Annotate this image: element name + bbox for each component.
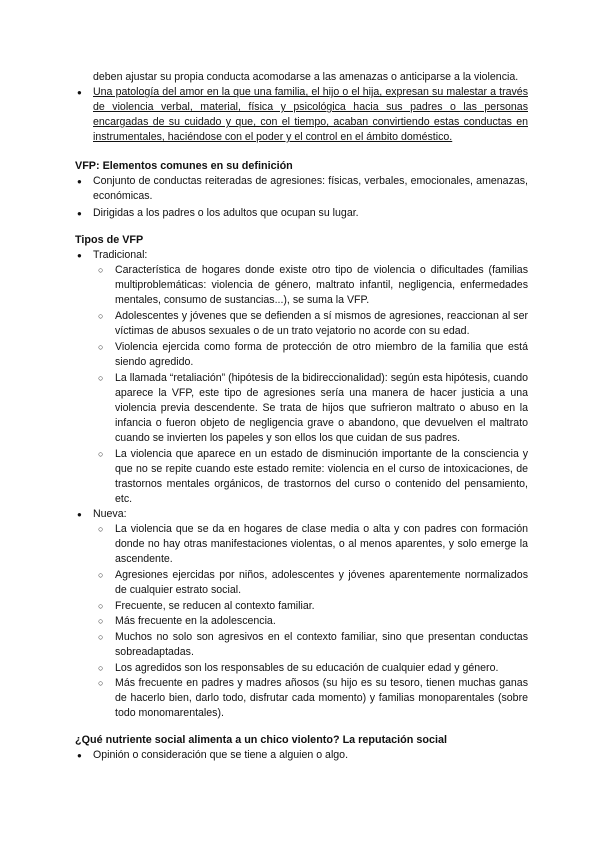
heading-tipos-vfp: Tipos de VFP (75, 234, 144, 246)
sub-list-item: ○ Los agredidos son los responsables de su educación de cualquier edad y género. (75, 661, 528, 676)
sub-list-item: ○ Agresiones ejercidas por niños, adolescentes y jóvenes aparentemente normalizados de cualquier estrato social. (75, 568, 528, 598)
definition-underlined-text: Una patología del amor en la que una familia, el hijo o el hija, expresan su malestar a través de violencia verbal, material, física y psicológica hacia sus padres o las personas encargadas de su cuidado y que, con el tiempo, acaban convirtiendo estas conductas en instrumentales, haciéndose con el poder y el control en el ámbito doméstico. (93, 86, 528, 143)
bullet-tradicional: ● Tradicional: (75, 248, 528, 263)
list-item: ● Opinión o consideración que se tiene a alguien o algo. (75, 748, 528, 763)
sub-list-item: ○ Característica de hogares donde existe otro tipo de violencia o dificultades (familias multiproblemáticas: violencia de género, maltrato infantil, negligencia, enfermedades mentales, consumo de sustancias...), se suma la VFP. (75, 263, 528, 308)
sub-list-item: ○ La llamada “retaliación” (hipótesis de la bidireccionalidad): según esta hipótesis, cuando aparece la VFP, este tipo de agresiones sería una manera de hacer justicia a una violencia previa descendente. Se trata de hijos que sufrieron maltrato o abuso en la infancia o fueron objeto de negligencia grave o abandono, que devuelven el maltrato cuando se invierten los papeles y son ellos los que cuidan de sus padres. (75, 371, 528, 446)
list-item: ● Conjunto de conductas reiteradas de agresiones: físicas, verbales, emocionales, amenazas, económicas. (75, 174, 528, 204)
sub-list-item: ○ Más frecuente en padres y madres añosos (su hijo es su tesoro, tienen muchas ganas de hacerlo bien, darlo todo, disfrutar cada momento) y familias monoparentales (sobre todo monomarentales). (75, 676, 528, 721)
sub-list-item: ○ Más frecuente en la adolescencia. (75, 614, 528, 629)
sub-list-item: ○ Frecuente, se reducen al contexto familiar. (75, 599, 528, 614)
sub-list-item: ○ La violencia que aparece en un estado de disminución importante de la consciencia y que no se repite cuando este estado remite: violencia en el curso de intoxicaciones, de trastornos mentales orgánicos, de trastornos del curso o contenido del pensamiento, etc. (75, 447, 528, 507)
intro-continuation: deben ajustar su propia conducta acomodarse a las amenazas o anticiparse a la violencia. (93, 71, 519, 83)
bullet-nueva: ● Nueva: (75, 507, 528, 522)
bullet-definition (75, 85, 528, 145)
sub-list-item: ○ Adolescentes y jóvenes que se defienden a sí mismos de agresiones, reaccionan al ser víctimas de abusos sexuales o de un trato vejatorio no acorde con su edad. (75, 309, 528, 339)
sub-list-item: ○ Violencia ejercida como forma de protección de otro miembro de la familia que está siendo agredido. (75, 340, 528, 370)
sub-list-item: ○ La violencia que se da en hogares de clase media o alta y con padres con formación donde no hay otras manifestaciones violentas, o al menos aparentes, y solo emerge la ascendente. (75, 522, 528, 567)
heading-nutriente-social: ¿Qué nutriente social alimenta a un chico violento? La reputación social (75, 734, 447, 746)
list-item: ● Dirigidas a los padres o los adultos que ocupan su lugar. (75, 206, 528, 221)
sub-list-item: ○ Muchos no solo son agresivos en el contexto familiar, sino que presentan conductas sobreadaptadas. (75, 630, 528, 660)
heading-elementos-comunes: VFP: Elementos comunes en su definición (75, 160, 293, 172)
